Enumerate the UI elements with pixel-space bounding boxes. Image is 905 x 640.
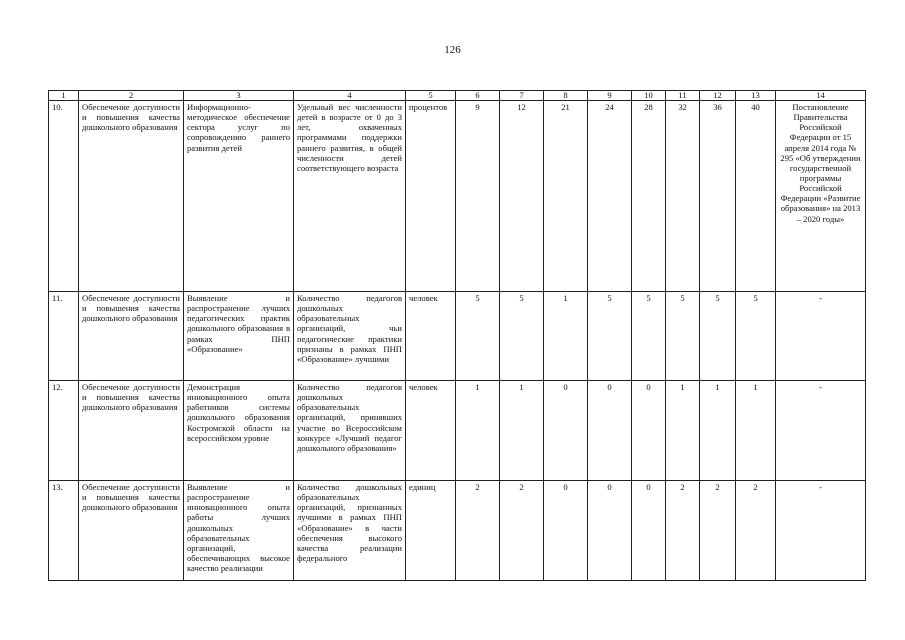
row-number: 10. [49,101,79,292]
indicator-cell: Количество дошкольных образовательных организаций, признанных лучшими в рамках ПНП «Образование» в части обеспечения высокого качества реализации федерального [294,481,406,581]
column-number-cell: 5 [406,91,456,101]
value-cell: 2 [500,481,544,581]
unit-cell: человек [406,292,456,381]
indicators-table [48,90,866,581]
column-number-cell: 11 [666,91,700,101]
task-cell: Обеспечение доступности и повышения качества дошкольного образования [79,292,184,381]
value-cell: 1 [544,292,588,381]
table-row [49,381,866,481]
column-number-cell: 13 [736,91,776,101]
column-number-cell: 1 [49,91,79,101]
value-cell: 5 [588,292,632,381]
value-cell: 0 [632,381,666,481]
table-row [49,292,866,381]
value-cell: 5 [632,292,666,381]
value-cell: 5 [700,292,736,381]
indicator-cell: Удельный вес численности детей в возрасте от 0 до 3 лет, охваченных программами поддержки раннего развития, в общей численности детей соответствующего возраста [294,101,406,292]
column-number-cell: 2 [79,91,184,101]
value-cell: 0 [588,481,632,581]
task-cell: Обеспечение доступности и повышения качества дошкольного образования [79,381,184,481]
value-cell: 1 [736,381,776,481]
value-cell: 1 [666,381,700,481]
table-row [49,481,866,581]
indicator-cell: Количество педагогов дошкольных образовательных организаций, чьи педагогические практики признаны в рамках ПНП «Образование» лучшими [294,292,406,381]
value-cell: 24 [588,101,632,292]
table-row [49,101,866,292]
unit-cell: процентов [406,101,456,292]
value-cell: 0 [544,381,588,481]
column-number-cell: 8 [544,91,588,101]
indicator-cell: Количество педагогов дошкольных образовательных организаций, принявших участие во Всероссийском конкурсе «Лучший педагог дошкольного образования» [294,381,406,481]
page-number: 126 [444,44,461,56]
activity-cell: Информационно-методическое обеспечение сектора услуг по сопровождению раннего развития детей [184,101,294,292]
column-number-cell: 4 [294,91,406,101]
value-cell: 28 [632,101,666,292]
value-cell: 0 [632,481,666,581]
value-cell: 2 [736,481,776,581]
activity-cell: Демонстрация инновационного опыта работников системы дошкольного образования Костромской области на всероссийском уровне [184,381,294,481]
value-cell: 21 [544,101,588,292]
column-number-cell: 12 [700,91,736,101]
unit-cell: единиц [406,481,456,581]
value-cell: 12 [500,101,544,292]
column-number-cell: 14 [776,91,866,101]
value-cell: 5 [666,292,700,381]
column-number-row [49,91,866,101]
column-number-cell: 9 [588,91,632,101]
legal-basis-cell: - [776,381,866,481]
value-cell: 5 [500,292,544,381]
value-cell: 0 [544,481,588,581]
row-number: 13. [49,481,79,581]
task-cell: Обеспечение доступности и повышения качества дошкольного образования [79,101,184,292]
value-cell: 2 [666,481,700,581]
value-cell: 1 [500,381,544,481]
value-cell: 2 [456,481,500,581]
column-number-cell: 6 [456,91,500,101]
row-number: 12. [49,381,79,481]
value-cell: 40 [736,101,776,292]
legal-basis-cell: Постановление Правительства Российской Федерации от 15 апреля 2014 года № 295 «Об утверждении государственной программы Российской Федерации «Развитие образования» на 2013 – 2020 годы» [776,101,866,292]
value-cell: 9 [456,101,500,292]
value-cell: 32 [666,101,700,292]
legal-basis-cell: - [776,292,866,381]
column-number-cell: 7 [500,91,544,101]
column-number-cell: 10 [632,91,666,101]
task-cell: Обеспечение доступности и повышения качества дошкольного образования [79,481,184,581]
value-cell: 5 [456,292,500,381]
legal-basis-cell: - [776,481,866,581]
value-cell: 5 [736,292,776,381]
row-number: 11. [49,292,79,381]
value-cell: 0 [588,381,632,481]
value-cell: 1 [456,381,500,481]
value-cell: 2 [700,481,736,581]
column-number-cell: 3 [184,91,294,101]
value-cell: 36 [700,101,736,292]
activity-cell: Выявление и распространение лучших педагогических практик дошкольного образования в рамках ПНП «Образование» [184,292,294,381]
value-cell: 1 [700,381,736,481]
unit-cell: человек [406,381,456,481]
activity-cell: Выявление и распространение инновационного опыта работы лучших дошкольных образовательных организаций, обеспечивающих высокое качество реализации [184,481,294,581]
